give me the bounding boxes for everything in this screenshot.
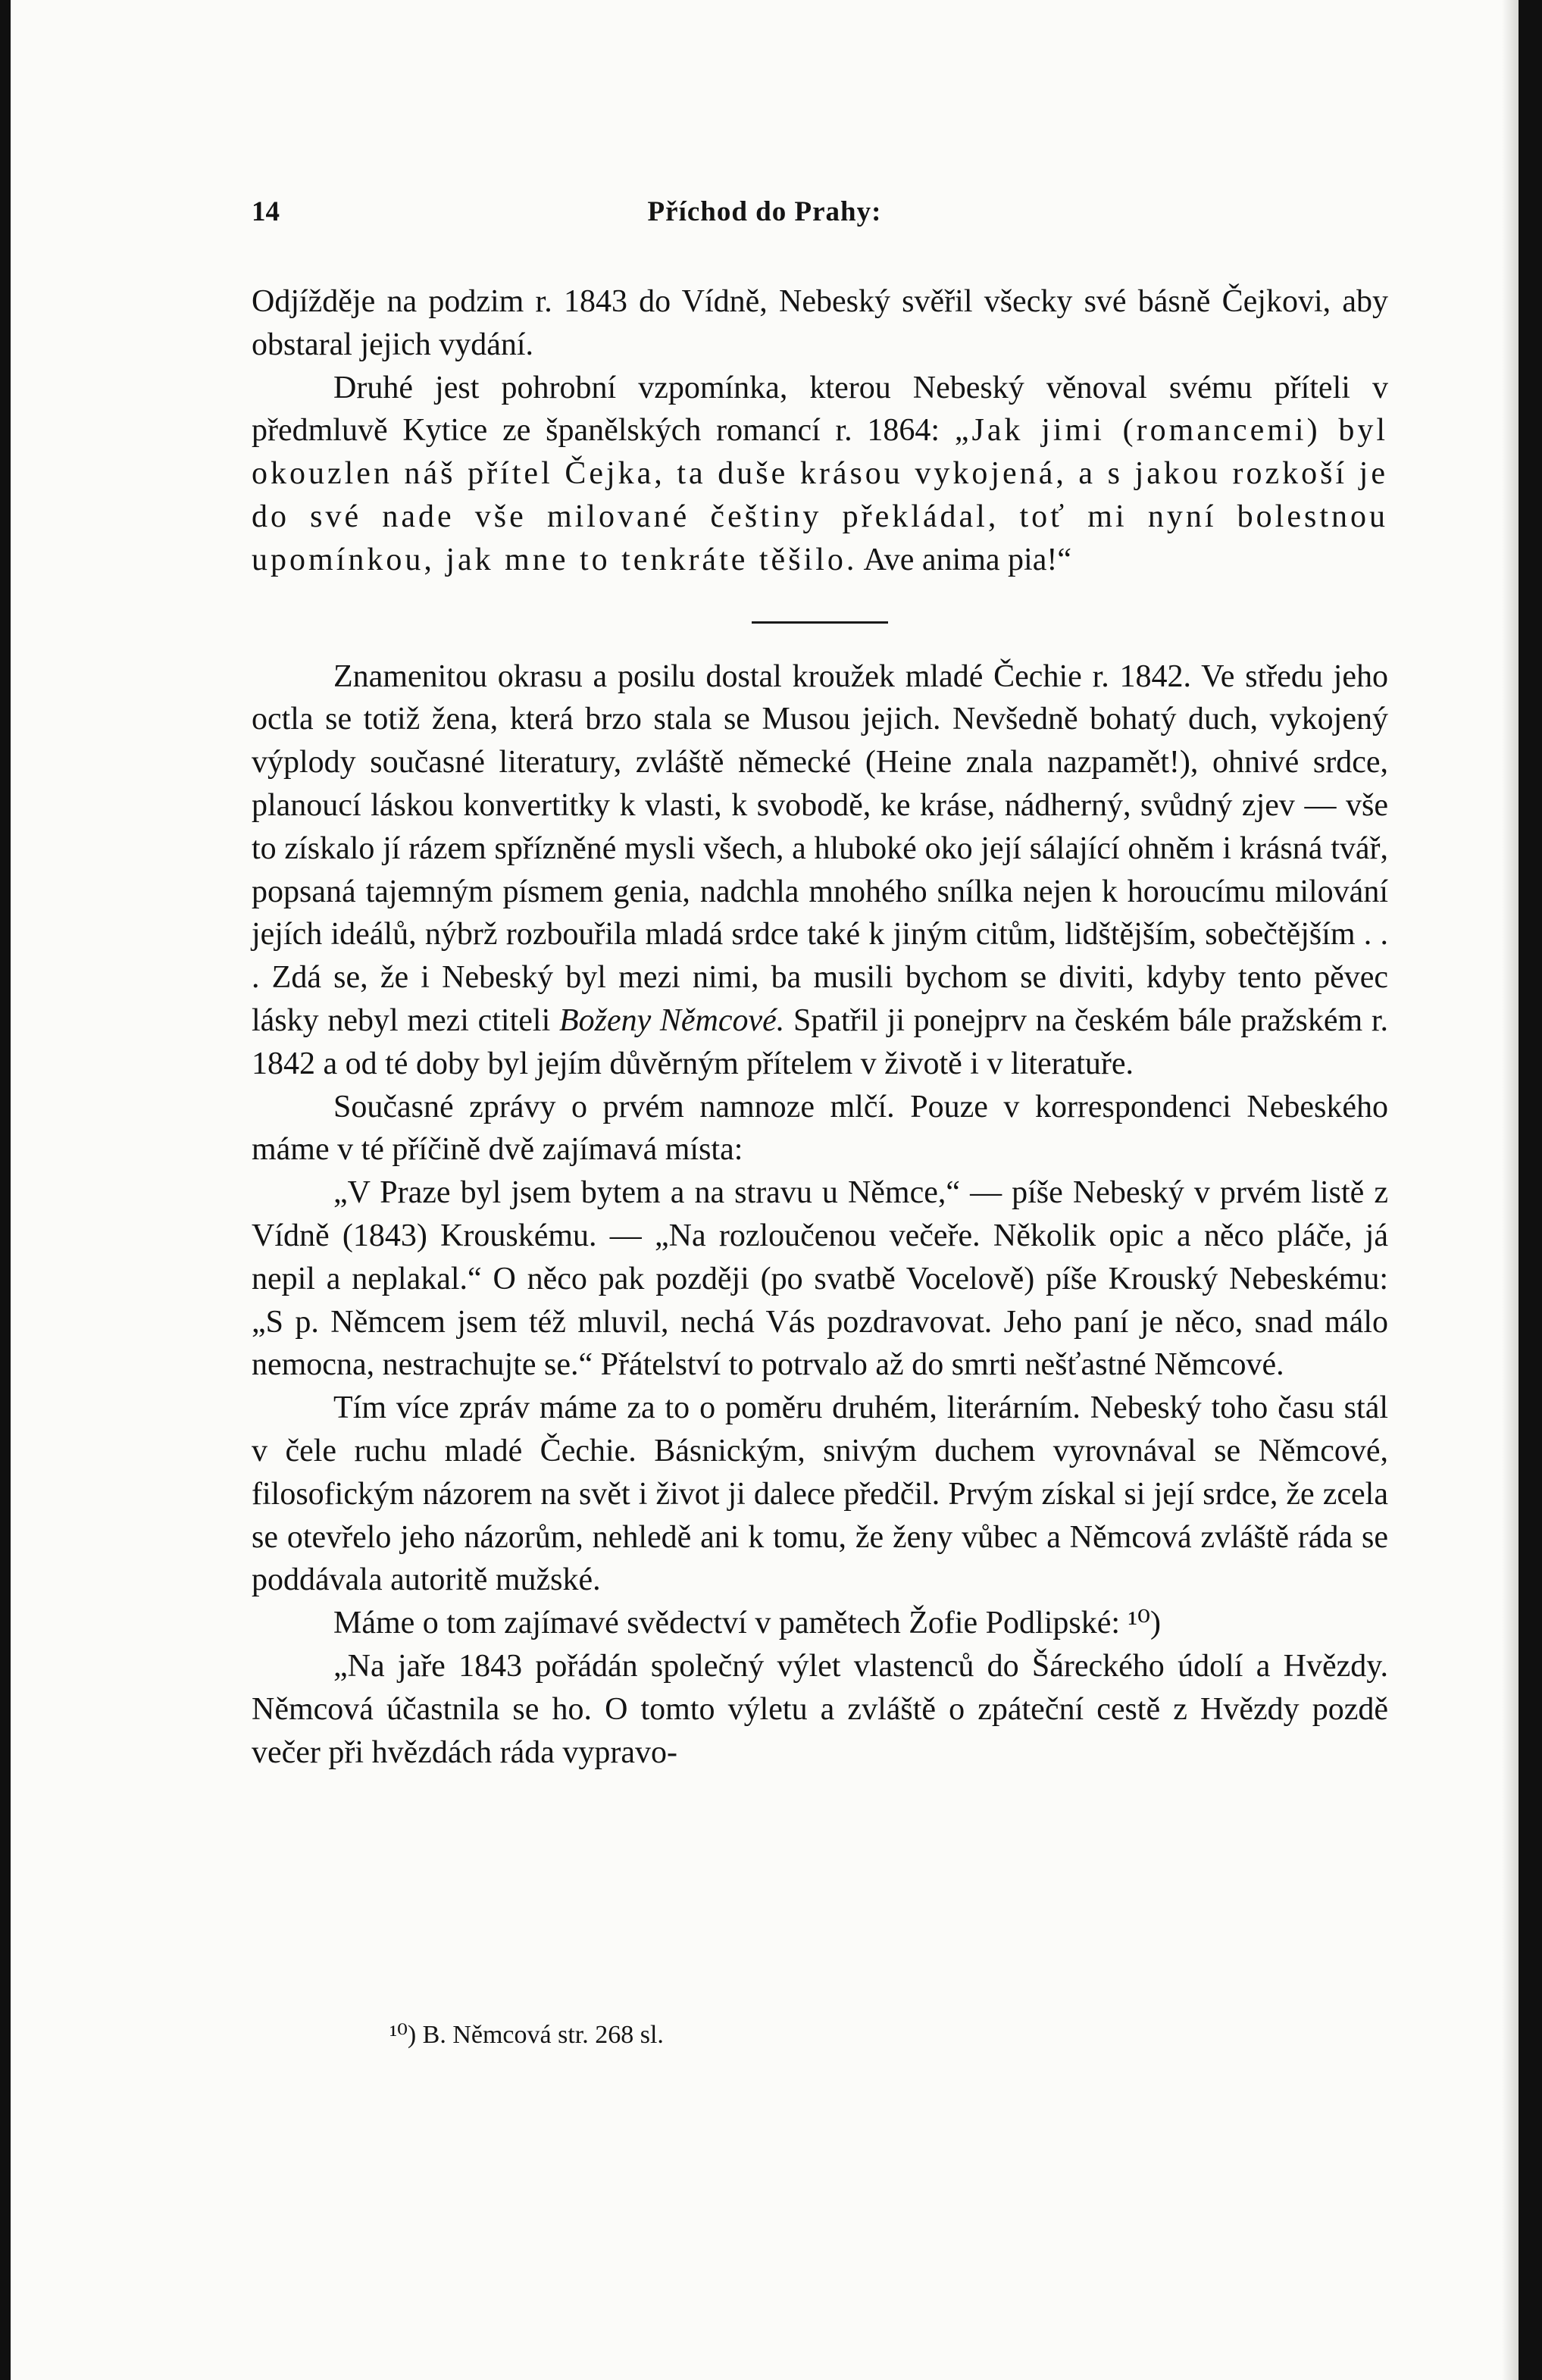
paragraph-8: „Na jaře 1843 pořádán společný výlet vlastenců do Šáreckého údolí a Hvězdy. Němcová účastnila se ho. O tomto výletu a zvláště o zpáteční cestě z Hvězdy pozdě večer při hvězdách ráda vypravo- bbox=[252, 1648, 1388, 1770]
paragraph-3-end: Spatřil ji ponejprv na českém bále pražském r. 1842 a od té doby byl jejím důvěrným přítelem v životě i v literatuře. bbox=[252, 1002, 1388, 1081]
paragraph-2-ending: Ave anima pia!“ bbox=[857, 542, 1071, 577]
paragraph-4: Současné zprávy o prvém namnoze mlčí. Pouze v korrespondenci Nebeského máme v té příčině dvě zajímavá místa: bbox=[252, 1089, 1388, 1168]
section-divider bbox=[752, 621, 888, 624]
chapter-title: Příchod do Prahy: bbox=[647, 196, 882, 227]
paragraph-7: Máme o tom zajímavé svědectví v pamětech Žofie Podlipské: ¹⁰) bbox=[333, 1606, 1161, 1641]
paragraph-5: „V Praze byl jsem bytem a na stravu u Němce,“ — píše Nebeský v prvém listě z Vídně (1843) Krouskému. — „Na rozloučenou večeře. Několik opic a něco pláče, já nepil a neplakal.“ O něco pak později (po svatbě Vocelově) píše Krouský Nebeskému: „S p. Němcem jsem též mluvil, nechá Vás pozdravovat. Jeho paní je něco, snad málo nemocna, nestrachujte se.“ Přátelství to potrvalo až do smrti nešťastné Němcové. bbox=[252, 1175, 1388, 1383]
page-number: 14 bbox=[252, 196, 280, 227]
paragraph-1: Odjížděje na podzim r. 1843 do Vídně, Nebeský svěřil všecky své básně Čejkovi, aby obstaral jejich vydání. bbox=[252, 284, 1388, 362]
page-spine-shadow bbox=[1502, 0, 1519, 2380]
paragraph-2 bbox=[252, 367, 1388, 582]
body-text bbox=[252, 280, 1388, 1774]
book-page bbox=[11, 0, 1519, 2380]
paragraph-3-italic-name: Boženy Němcové. bbox=[558, 1002, 785, 1038]
footnote: ¹⁰) B. Němcová str. 268 sl. bbox=[389, 2021, 664, 2049]
paragraph-3 bbox=[252, 655, 1388, 1086]
paragraph-2-quote: „Jak jimi (romancemi) byl okouzlen náš přítel Čejka, ta duše krásou vykojená, a s jakou rozkoší je do své nade vše milované češtiny překládal, toť mi nyní bolestnou upomínkou, jak mne to tenkráte těšilo. bbox=[252, 413, 1388, 577]
running-head bbox=[11, 195, 1519, 241]
paragraph-6: Tím více zpráv máme za to o poměru druhém, literárním. Nebeský toho času stál v čele ruchu mladé Čechie. Básnickým, snivým duchem vyrovnával se Němcové, filosofickým názorem na svět i život ji dalece předčil. Prvým získal si její srdce, že zcela se otevřelo jeho názorům, nehledě ani k tomu, že ženy vůbec a Němcová zvláště ráda se poddávala autoritě mužské. bbox=[252, 1390, 1388, 1598]
paragraph-3-start: Znamenitou okrasu a posilu dostal kroužek mladé Čechie r. 1842. Ve středu jeho octla se totiž žena, která brzo stala se Musou jejich. Nevšedně bohatý duch, vykojený výplody současné literatury, zvláště německé (Heine znala nazpamět!), ohnivé srdce, planoucí láskou konvertitky k vlasti, k svobodě, ke kráse, nádherný, svůdný zjev — vše to získalo jí rázem spřízněné mysli všech, a hluboké oko její sálající ohněm i krásná tvář, popsaná tajemným písmem genia, nadchla mnohého snílka nejen k horoucímu milování jejích ideálů, nýbrž rozbouřila mladá srdce také k jiným citům, lidštějším, sobečtějším . . . Zdá se, že i Nebeský byl mezi nimi, ba musili bychom se diviti, kdyby tento pěvec lásky nebyl mezi ctiteli bbox=[252, 658, 1388, 1038]
paragraph-2-intro: Druhé jest pohrobní vzpomínka, kterou Nebeský věnoval svému příteli v předmluvě Kytice ze španělských romancí r. 1864: bbox=[252, 370, 1388, 449]
